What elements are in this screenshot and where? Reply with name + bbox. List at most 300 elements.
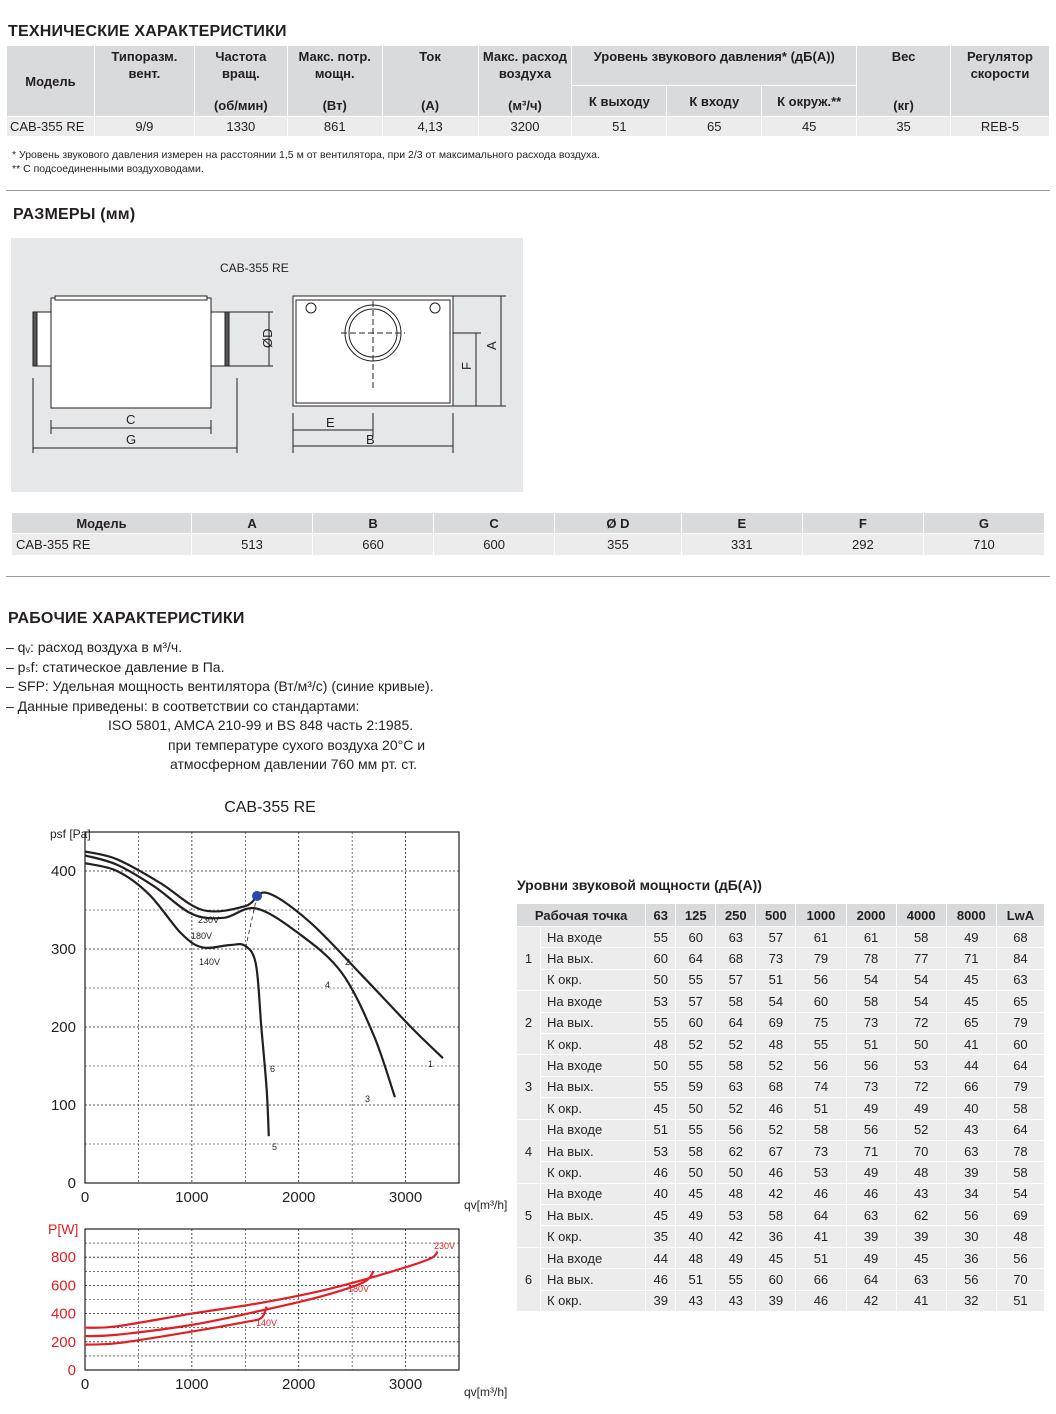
sound-cell: 44 xyxy=(646,1247,676,1268)
sound-cell: 49 xyxy=(716,1247,756,1268)
spec-cell: 51 xyxy=(572,117,667,137)
sound-cell: 75 xyxy=(796,1012,846,1033)
hdr-weight-label: Вес xyxy=(891,49,916,64)
sound-cell: 58 xyxy=(996,1098,1044,1119)
sound-cell: 61 xyxy=(796,927,846,948)
hdr-type: Типоразм. вент. xyxy=(94,46,194,117)
sound-cell: 64 xyxy=(996,1119,1044,1140)
sound-row-label: К окр. xyxy=(541,1098,646,1119)
spec-cell: 4,13 xyxy=(382,117,478,137)
sound-cell: 45 xyxy=(756,1247,796,1268)
hdr-speed-unit: (об/мин) xyxy=(213,98,268,113)
sound-cell: 45 xyxy=(946,969,996,990)
sound-cell: 50 xyxy=(646,969,676,990)
sound-cell: 58 xyxy=(716,991,756,1012)
sound-cell: 43 xyxy=(716,1290,756,1311)
spec-notes xyxy=(12,148,600,176)
sound-title: Уровни звуковой мощности (дБ(А)) xyxy=(517,877,762,893)
dims-cell: CAB-355 RE xyxy=(12,534,192,556)
sound-row-label: На входе xyxy=(541,1055,646,1076)
sound-row xyxy=(517,969,1045,990)
sound-cell: 73 xyxy=(756,948,796,969)
sound-cell: 39 xyxy=(846,1226,896,1247)
sound-row-label: На входе xyxy=(541,1119,646,1140)
spec-note-2: ** С подсоединенными воздуховодами. xyxy=(12,163,204,175)
sound-row xyxy=(517,1162,1045,1183)
sound-cell: 51 xyxy=(796,1247,846,1268)
sound-cell: 36 xyxy=(946,1247,996,1268)
sound-cell: 50 xyxy=(716,1162,756,1183)
series-label: 180V xyxy=(348,1284,370,1294)
sound-cell: 59 xyxy=(676,1076,716,1097)
sound-cell: 64 xyxy=(996,1055,1044,1076)
dims-cell: 710 xyxy=(923,534,1044,556)
sound-cell: 51 xyxy=(846,1033,896,1054)
sound-row-label: На входе xyxy=(541,1183,646,1204)
x-axis-label: qv[m³/h] xyxy=(464,1385,508,1399)
sound-header: 4000 xyxy=(896,904,946,927)
series-label: 140V xyxy=(199,957,221,967)
chart-title: CAB-355 RE xyxy=(224,799,316,816)
sound-cell: 54 xyxy=(846,969,896,990)
sound-cell: 62 xyxy=(716,1140,756,1161)
sound-cell: 53 xyxy=(896,1055,946,1076)
dims-cell: 331 xyxy=(681,534,802,556)
spec-cell: REB-5 xyxy=(950,117,1049,137)
sound-row xyxy=(517,948,1045,969)
sound-cell: 50 xyxy=(646,1055,676,1076)
sound-cell: 56 xyxy=(796,1055,846,1076)
sound-cell: 58 xyxy=(676,1140,716,1161)
operating-point: 2 xyxy=(517,991,541,1055)
curve-label: 5 xyxy=(272,1142,278,1152)
sound-row xyxy=(517,1183,1045,1204)
sound-cell: 39 xyxy=(946,1162,996,1183)
sound-cell: 53 xyxy=(716,1205,756,1226)
sound-cell: 73 xyxy=(796,1140,846,1161)
sound-cell: 49 xyxy=(846,1098,896,1119)
sound-cell: 56 xyxy=(946,1269,996,1290)
sound-row xyxy=(517,991,1045,1012)
spec-cell: 9/9 xyxy=(94,117,194,137)
sound-cell: 58 xyxy=(796,1119,846,1140)
sound-cell: 53 xyxy=(646,1140,676,1161)
perf-line-5: ISO 5801, AMCA 210-99 и BS 848 часть 2:1985. xyxy=(108,717,414,733)
sound-cell: 68 xyxy=(716,948,756,969)
sound-cell: 55 xyxy=(646,927,676,948)
sound-cell: 70 xyxy=(996,1269,1044,1290)
sound-cell: 46 xyxy=(796,1290,846,1311)
perf-line-6: при температуре сухого воздуха 20°C и xyxy=(168,736,426,753)
sound-cell: 49 xyxy=(846,1162,896,1183)
spec-title: ТЕХНИЧЕСКИЕ ХАРАКТЕРИСТИКИ xyxy=(8,23,287,40)
sound-cell: 55 xyxy=(646,1012,676,1033)
x-tick-label: 2000 xyxy=(282,1189,316,1206)
series-label: 180V xyxy=(191,931,213,941)
spec-cell: 45 xyxy=(762,117,857,137)
sound-cell: 84 xyxy=(996,948,1044,969)
sound-cell: 45 xyxy=(946,991,996,1012)
sound-row xyxy=(517,1140,1045,1161)
sound-header: 500 xyxy=(756,904,796,927)
series-line xyxy=(85,1307,267,1345)
sound-cell: 62 xyxy=(896,1205,946,1226)
sound-cell: 39 xyxy=(756,1290,796,1311)
series-label: 140V xyxy=(256,1318,278,1328)
label-G: G xyxy=(126,432,137,447)
operating-point: 5 xyxy=(517,1183,541,1247)
sound-cell: 69 xyxy=(996,1205,1044,1226)
series-line xyxy=(85,855,395,1097)
hdr-current xyxy=(382,46,478,117)
sound-cell: 70 xyxy=(896,1140,946,1161)
sound-cell: 48 xyxy=(646,1033,676,1054)
sound-cell: 50 xyxy=(676,1098,716,1119)
sound-cell: 54 xyxy=(896,991,946,1012)
hdr-current-unit: (А) xyxy=(421,98,440,113)
sound-cell: 58 xyxy=(716,1055,756,1076)
sound-cell: 36 xyxy=(756,1226,796,1247)
series-line xyxy=(85,1271,374,1336)
sound-row xyxy=(517,1012,1045,1033)
sound-cell: 54 xyxy=(756,991,796,1012)
sound-row-label: К окр. xyxy=(541,969,646,990)
divider xyxy=(6,576,1050,577)
sound-cell: 45 xyxy=(646,1205,676,1226)
hdr-sound-env: К окруж.** xyxy=(762,86,857,117)
sound-cell: 66 xyxy=(796,1269,846,1290)
dims-cell: 660 xyxy=(313,534,434,556)
sound-cell: 60 xyxy=(646,948,676,969)
sound-cell: 57 xyxy=(756,927,796,948)
y-tick-label: 0 xyxy=(67,1362,76,1379)
sound-row xyxy=(517,1033,1045,1054)
sound-cell: 58 xyxy=(896,927,946,948)
perf-line-4: – Данные приведены: в соответствии со стандартами: xyxy=(6,697,360,714)
sound-row xyxy=(517,1098,1045,1119)
hdr-sound: Уровень звукового давления* (дБ(А)) xyxy=(572,46,857,86)
sound-row-label: На вых. xyxy=(541,948,646,969)
spec-cell: 35 xyxy=(857,117,951,137)
sound-cell: 64 xyxy=(676,948,716,969)
sound-cell: 63 xyxy=(716,1076,756,1097)
sound-cell: 44 xyxy=(946,1055,996,1076)
sound-row-label: На вых. xyxy=(541,1076,646,1097)
sound-cell: 45 xyxy=(646,1098,676,1119)
sound-cell: 55 xyxy=(676,1119,716,1140)
y-tick-label: 0 xyxy=(67,1175,76,1192)
sound-cell: 77 xyxy=(896,948,946,969)
spec-cell: 65 xyxy=(667,117,762,137)
sound-cell: 39 xyxy=(896,1226,946,1247)
label-C: C xyxy=(126,412,136,427)
label-D: ØD xyxy=(260,328,275,348)
x-tick-label: 1000 xyxy=(175,1189,209,1206)
x-tick-label: 0 xyxy=(80,1376,90,1393)
sound-cell: 49 xyxy=(846,1247,896,1268)
spec-table xyxy=(6,45,1050,137)
perf-line-3: – SFP: Удельная мощность вентилятора (Вт/м³/с) (синие кривые). xyxy=(6,678,434,694)
hdr-power-label: Макс. потр. мощн. xyxy=(298,49,371,81)
y-tick-label: 100 xyxy=(50,1097,76,1114)
sound-cell: 72 xyxy=(896,1076,946,1097)
label-A: A xyxy=(484,341,499,350)
dimensions-table xyxy=(11,512,1045,556)
dims-cell: 513 xyxy=(192,534,313,556)
sound-cell: 58 xyxy=(756,1205,796,1226)
dimension-drawing-svg xyxy=(11,238,523,492)
sound-cell: 42 xyxy=(716,1226,756,1247)
sound-cell: 41 xyxy=(796,1226,846,1247)
sound-cell: 79 xyxy=(996,1076,1044,1097)
sound-cell: 39 xyxy=(646,1290,676,1311)
sound-cell: 72 xyxy=(896,1012,946,1033)
sound-row xyxy=(517,1290,1045,1311)
sound-cell: 71 xyxy=(946,948,996,969)
y-tick-label: 400 xyxy=(50,1305,76,1323)
sound-cell: 40 xyxy=(676,1226,716,1247)
performance-title: РАБОЧИЕ ХАРАКТЕРИСТИКИ xyxy=(8,610,245,627)
dims-cell: 600 xyxy=(434,534,555,556)
sound-cell: 55 xyxy=(646,1076,676,1097)
dims-hdr: B xyxy=(313,513,434,534)
perf-line-7: атмосферном давлении 760 мм рт. ст. xyxy=(170,756,417,772)
series-label: 230V xyxy=(434,1241,456,1251)
power-chart xyxy=(48,1221,507,1399)
sound-row xyxy=(517,1119,1045,1140)
sound-cell: 65 xyxy=(946,1012,996,1033)
sound-cell: 54 xyxy=(996,1183,1044,1204)
sound-row xyxy=(517,927,1045,948)
sound-cell: 50 xyxy=(676,1162,716,1183)
sound-cell: 68 xyxy=(996,927,1044,948)
sound-cell: 41 xyxy=(946,1033,996,1054)
hdr-model: Модель xyxy=(7,46,95,117)
operating-point: 1 xyxy=(517,927,541,991)
sound-cell: 69 xyxy=(756,1012,796,1033)
sound-row xyxy=(517,1055,1045,1076)
sound-cell: 64 xyxy=(846,1269,896,1290)
label-E: E xyxy=(326,415,335,430)
sound-cell: 56 xyxy=(846,1055,896,1076)
y-tick-label: 800 xyxy=(50,1249,76,1267)
series-line xyxy=(85,1252,438,1328)
sound-cell: 63 xyxy=(716,927,756,948)
sound-cell: 60 xyxy=(756,1269,796,1290)
hdr-airflow-label: Макс. расход воздуха xyxy=(482,49,568,81)
sound-cell: 79 xyxy=(996,1012,1044,1033)
curve-label: 4 xyxy=(325,980,331,990)
drawing-title: CAB-355 RE xyxy=(220,261,289,275)
sound-cell: 56 xyxy=(846,1119,896,1140)
sound-header: 1000 xyxy=(796,904,846,927)
hdr-power xyxy=(287,46,382,117)
hdr-current-label: Ток xyxy=(419,49,441,64)
sound-cell: 67 xyxy=(756,1140,796,1161)
sound-cell: 34 xyxy=(946,1183,996,1204)
sound-cell: 64 xyxy=(716,1012,756,1033)
sound-cell: 79 xyxy=(796,948,846,969)
hdr-airflow xyxy=(478,46,572,117)
sound-cell: 51 xyxy=(756,969,796,990)
divider xyxy=(6,190,1050,191)
spec-row xyxy=(7,117,1050,137)
spec-note-1: * Уровень звукового давления измерен на расстоянии 1,5 м от вентилятора, при 2/3 от максимального расхода воздуха. xyxy=(12,149,600,161)
y-tick-label: 200 xyxy=(50,1333,76,1351)
hdr-regulator: Регулятор скорости xyxy=(950,46,1049,117)
sound-cell: 49 xyxy=(896,1098,946,1119)
sound-cell: 46 xyxy=(756,1098,796,1119)
sound-row-label: На входе xyxy=(541,927,646,948)
operating-point-marker xyxy=(252,891,262,901)
sound-cell: 43 xyxy=(896,1183,946,1204)
sound-header: 2000 xyxy=(846,904,896,927)
y-tick-label: 300 xyxy=(50,941,76,958)
sound-cell: 48 xyxy=(896,1162,946,1183)
dims-hdr: A xyxy=(192,513,313,534)
sound-cell: 78 xyxy=(996,1140,1044,1161)
sound-cell: 63 xyxy=(896,1269,946,1290)
operating-point: 3 xyxy=(517,1055,541,1119)
x-tick-label: 3000 xyxy=(388,1189,423,1206)
y-axis-label: psf [Pa] xyxy=(50,827,91,841)
sound-row xyxy=(517,1269,1045,1290)
sound-row xyxy=(517,1247,1045,1268)
hdr-speed xyxy=(194,46,287,117)
sound-cell: 56 xyxy=(946,1205,996,1226)
sound-cell: 32 xyxy=(946,1290,996,1311)
sound-row-label: К окр. xyxy=(541,1162,646,1183)
sound-cell: 49 xyxy=(946,927,996,948)
plot-frame xyxy=(85,832,459,1183)
dims-hdr: Ø D xyxy=(555,513,682,534)
sound-cell: 46 xyxy=(646,1269,676,1290)
sound-cell: 68 xyxy=(756,1076,796,1097)
sound-cell: 52 xyxy=(676,1033,716,1054)
dims-hdr: E xyxy=(681,513,802,534)
sound-cell: 43 xyxy=(946,1119,996,1140)
sound-cell: 55 xyxy=(676,1055,716,1076)
sound-cell: 66 xyxy=(946,1076,996,1097)
series-label: 230V xyxy=(198,915,220,925)
curve-label: 1 xyxy=(428,1059,434,1069)
x-tick-label: 1000 xyxy=(175,1376,209,1393)
x-tick-label: 0 xyxy=(80,1189,90,1206)
sound-cell: 56 xyxy=(796,969,846,990)
sound-header: 125 xyxy=(676,904,716,927)
sound-header: 250 xyxy=(716,904,756,927)
sound-cell: 73 xyxy=(846,1076,896,1097)
sound-cell: 35 xyxy=(646,1226,676,1247)
x-tick-label: 2000 xyxy=(282,1376,316,1393)
sound-cell: 49 xyxy=(676,1205,716,1226)
dimensions-title: РАЗМЕРЫ (мм) xyxy=(13,206,136,223)
hdr-airflow-unit: (м³/ч) xyxy=(508,98,542,113)
sound-cell: 58 xyxy=(846,991,896,1012)
sound-cell: 48 xyxy=(996,1226,1044,1247)
sound-cell: 65 xyxy=(996,991,1044,1012)
curve-label: 6 xyxy=(270,1064,276,1074)
sound-cell: 78 xyxy=(846,948,896,969)
sound-cell: 63 xyxy=(946,1140,996,1161)
sound-cell: 48 xyxy=(716,1183,756,1204)
sound-row-label: К окр. xyxy=(541,1290,646,1311)
sound-cell: 52 xyxy=(756,1055,796,1076)
y-axis-label: P[W] xyxy=(48,1221,79,1237)
sound-row xyxy=(517,1076,1045,1097)
sound-cell: 52 xyxy=(716,1033,756,1054)
spec-cell: 1330 xyxy=(194,117,287,137)
perf-line-1: – qᵥ: расход воздуха в м³/ч. xyxy=(6,639,183,655)
x-axis-label: qv[m³/h] xyxy=(464,1198,508,1212)
sound-cell: 42 xyxy=(756,1183,796,1204)
sound-cell: 40 xyxy=(646,1183,676,1204)
sound-cell: 46 xyxy=(756,1162,796,1183)
sound-cell: 60 xyxy=(676,927,716,948)
sound-row xyxy=(517,1226,1045,1247)
sound-cell: 51 xyxy=(676,1269,716,1290)
sound-header: 63 xyxy=(646,904,676,927)
sound-cell: 45 xyxy=(896,1247,946,1268)
sound-cell: 54 xyxy=(896,969,946,990)
sound-cell: 52 xyxy=(756,1119,796,1140)
pressure-chart xyxy=(50,799,507,1212)
sound-cell: 64 xyxy=(796,1205,846,1226)
curve-label: 2 xyxy=(345,957,351,967)
sound-cell: 51 xyxy=(646,1119,676,1140)
label-F: F xyxy=(459,362,474,370)
y-tick-label: 200 xyxy=(50,1019,76,1036)
perf-line-2: – pₛf: статическое давление в Па. xyxy=(6,658,225,675)
sound-cell: 60 xyxy=(796,991,846,1012)
sound-cell: 60 xyxy=(676,1012,716,1033)
dims-row xyxy=(12,534,1045,556)
dims-cell: 292 xyxy=(802,534,923,556)
hdr-weight xyxy=(857,46,951,117)
sound-cell: 30 xyxy=(946,1226,996,1247)
sound-cell: 55 xyxy=(676,969,716,990)
sound-cell: 60 xyxy=(996,1033,1044,1054)
sound-cell: 63 xyxy=(846,1205,896,1226)
sound-cell: 46 xyxy=(796,1183,846,1204)
performance-notes xyxy=(6,638,434,775)
dims-cell: 355 xyxy=(555,534,682,556)
sound-cell: 52 xyxy=(716,1098,756,1119)
performance-charts xyxy=(0,790,508,1410)
sound-cell: 58 xyxy=(996,1162,1044,1183)
sound-cell: 73 xyxy=(846,1012,896,1033)
sound-cell: 51 xyxy=(996,1290,1044,1311)
sound-cell: 51 xyxy=(796,1098,846,1119)
sound-row-label: На вых. xyxy=(541,1012,646,1033)
dims-hdr: Модель xyxy=(12,513,192,534)
sound-cell: 53 xyxy=(796,1162,846,1183)
curve-label: 3 xyxy=(365,1094,371,1104)
sound-cell: 42 xyxy=(846,1290,896,1311)
sound-cell: 46 xyxy=(846,1183,896,1204)
sound-header: LwA xyxy=(996,904,1044,927)
operating-point: 6 xyxy=(517,1247,541,1311)
sound-cell: 55 xyxy=(796,1033,846,1054)
sound-cell: 48 xyxy=(756,1033,796,1054)
spec-cell: 3200 xyxy=(478,117,572,137)
sound-row xyxy=(517,1205,1045,1226)
dimension-drawing xyxy=(11,238,523,492)
spec-cell: 861 xyxy=(287,117,382,137)
sound-cell: 52 xyxy=(896,1119,946,1140)
operating-point: 4 xyxy=(517,1119,541,1183)
sound-cell: 57 xyxy=(716,969,756,990)
